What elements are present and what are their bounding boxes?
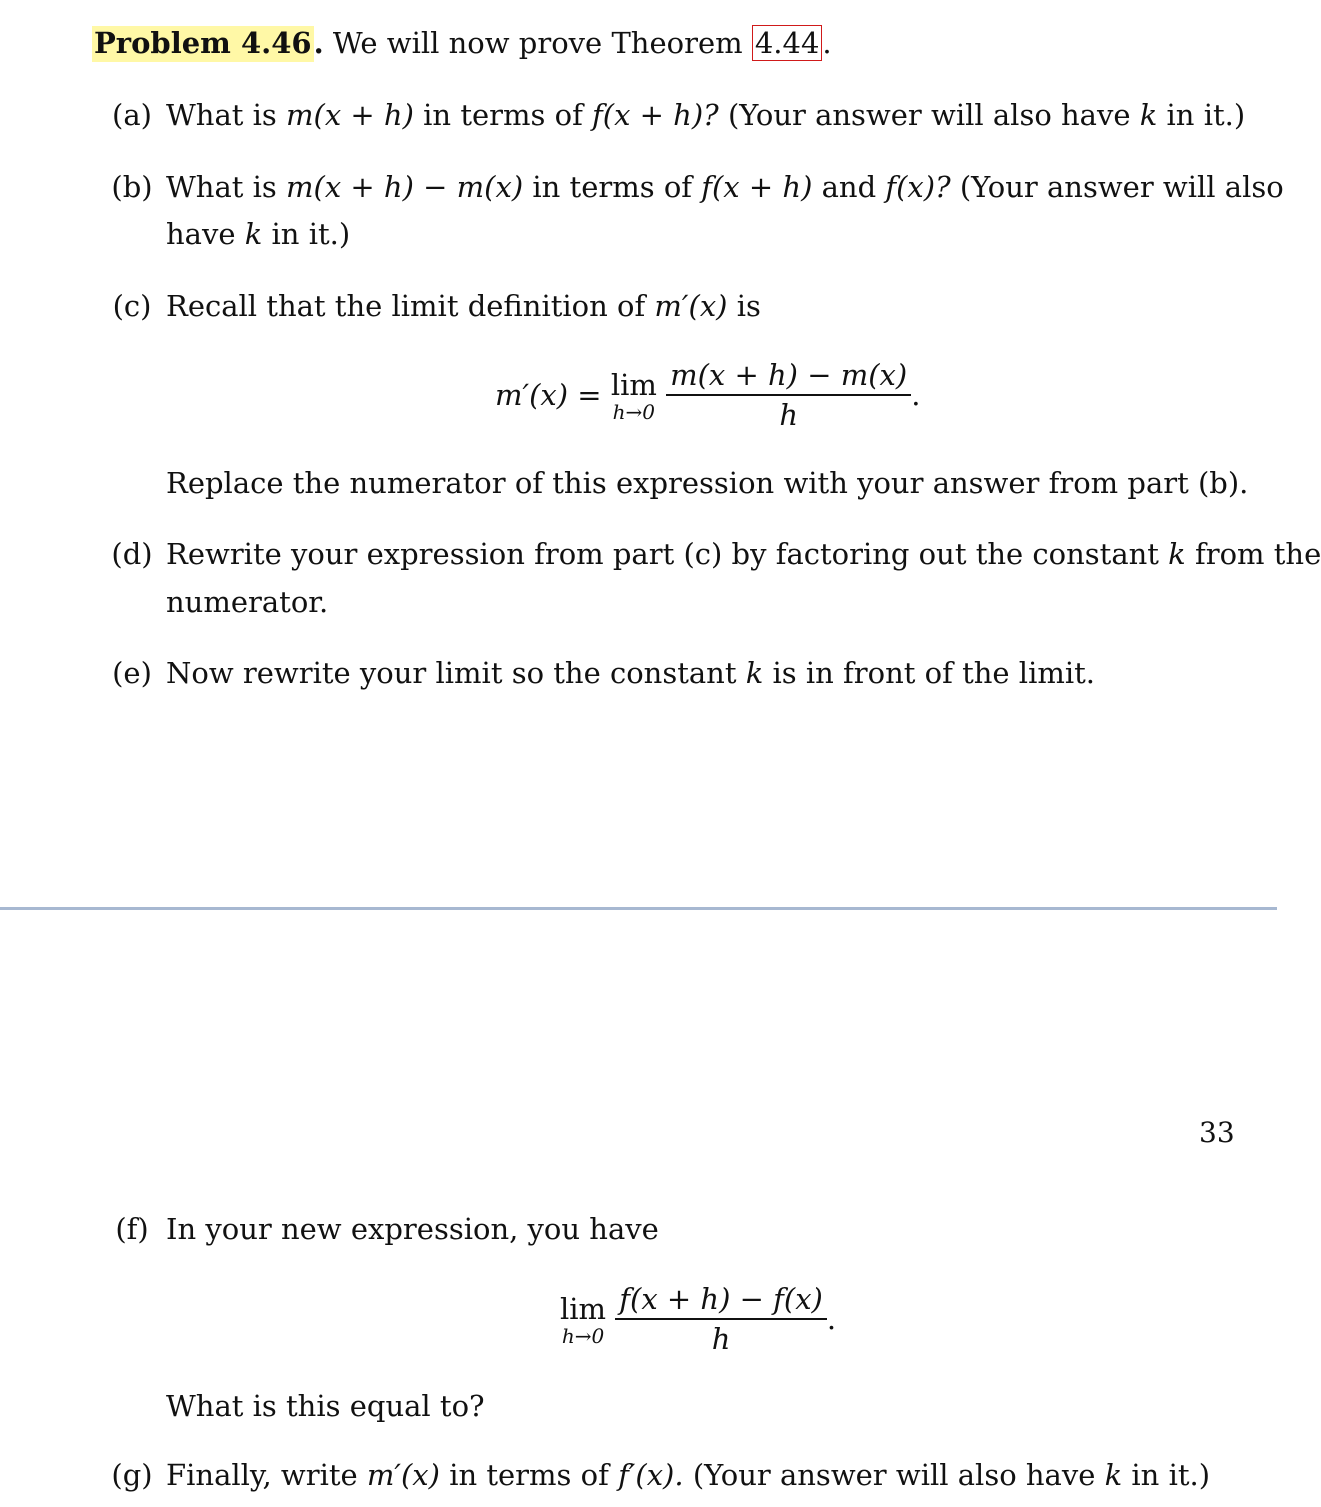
part-a-label: (a) bbox=[112, 98, 152, 132]
page-number: 33 bbox=[1199, 1116, 1235, 1149]
fraction-numerator: m(x + h) − m(x) bbox=[670, 358, 908, 392]
part-c-label: (c) bbox=[112, 289, 152, 323]
part-e-label: (e) bbox=[112, 656, 152, 690]
part-g-label: (g) bbox=[111, 1458, 153, 1492]
part-d-text-line2: numerator. bbox=[166, 585, 329, 619]
part-b-text-line2: have k in it.) bbox=[166, 217, 351, 251]
part-c-text: Recall that the limit definition of m′(x) is bbox=[166, 289, 761, 323]
fraction-bar bbox=[615, 1318, 827, 1320]
limit-operator: lim h→0 bbox=[610, 367, 657, 424]
page-separator bbox=[0, 907, 1277, 910]
part-f-text: In your new expression, you have bbox=[166, 1212, 659, 1246]
part-d-label: (d) bbox=[111, 537, 153, 571]
fraction-denominator: h bbox=[711, 1321, 731, 1356]
part-f-followup: What is this equal to? bbox=[166, 1389, 485, 1423]
part-e-text: Now rewrite your limit so the constant k is in front of the limit. bbox=[166, 656, 1095, 690]
difference-quotient-fraction bbox=[666, 358, 911, 432]
equation-lhs: m′(x) = bbox=[495, 377, 602, 412]
limit-operator: lim h→0 bbox=[560, 1291, 607, 1348]
part-g-text: Finally, write m′(x) in terms of f′(x). (Your answer will also have k in it.) bbox=[166, 1458, 1211, 1492]
problem-intro: We will now prove Theorem bbox=[332, 26, 743, 60]
problem-label: Problem 4.46 bbox=[94, 26, 312, 60]
part-b-label: (b) bbox=[111, 170, 153, 204]
part-a-text: What is m(x + h) in terms of f(x + h)? (Your answer will also have k in it.) bbox=[166, 98, 1246, 132]
fraction-numerator: f(x + h) − f(x) bbox=[619, 1282, 823, 1316]
limit-definition-equation: m′(x) = lim h→0 $\frac{m(x + h) - m(x)}{h}$ . bbox=[495, 358, 921, 432]
part-c-followup: Replace the numerator of this expression with your answer from part (b). bbox=[166, 466, 1249, 500]
difference-quotient-fraction bbox=[615, 1282, 827, 1356]
limit-f-equation: lim h→0 $\frac{f(x + h) - f(x)}{h}$ . bbox=[560, 1282, 837, 1356]
fraction-denominator: h bbox=[779, 397, 798, 432]
theorem-reference-link[interactable]: 4.44 bbox=[752, 25, 823, 61]
part-d-text: Rewrite your expression from part (c) by factoring out the constant k from the bbox=[166, 537, 1321, 571]
problem-heading: Problem 4.46. We will now prove Theorem 4.44 . bbox=[94, 26, 832, 60]
fraction-bar bbox=[666, 394, 911, 396]
part-b-text: What is m(x + h) − m(x) in terms of f(x + h) and f(x)? (Your answer will also bbox=[166, 170, 1284, 204]
part-f-label: (f) bbox=[115, 1212, 149, 1246]
